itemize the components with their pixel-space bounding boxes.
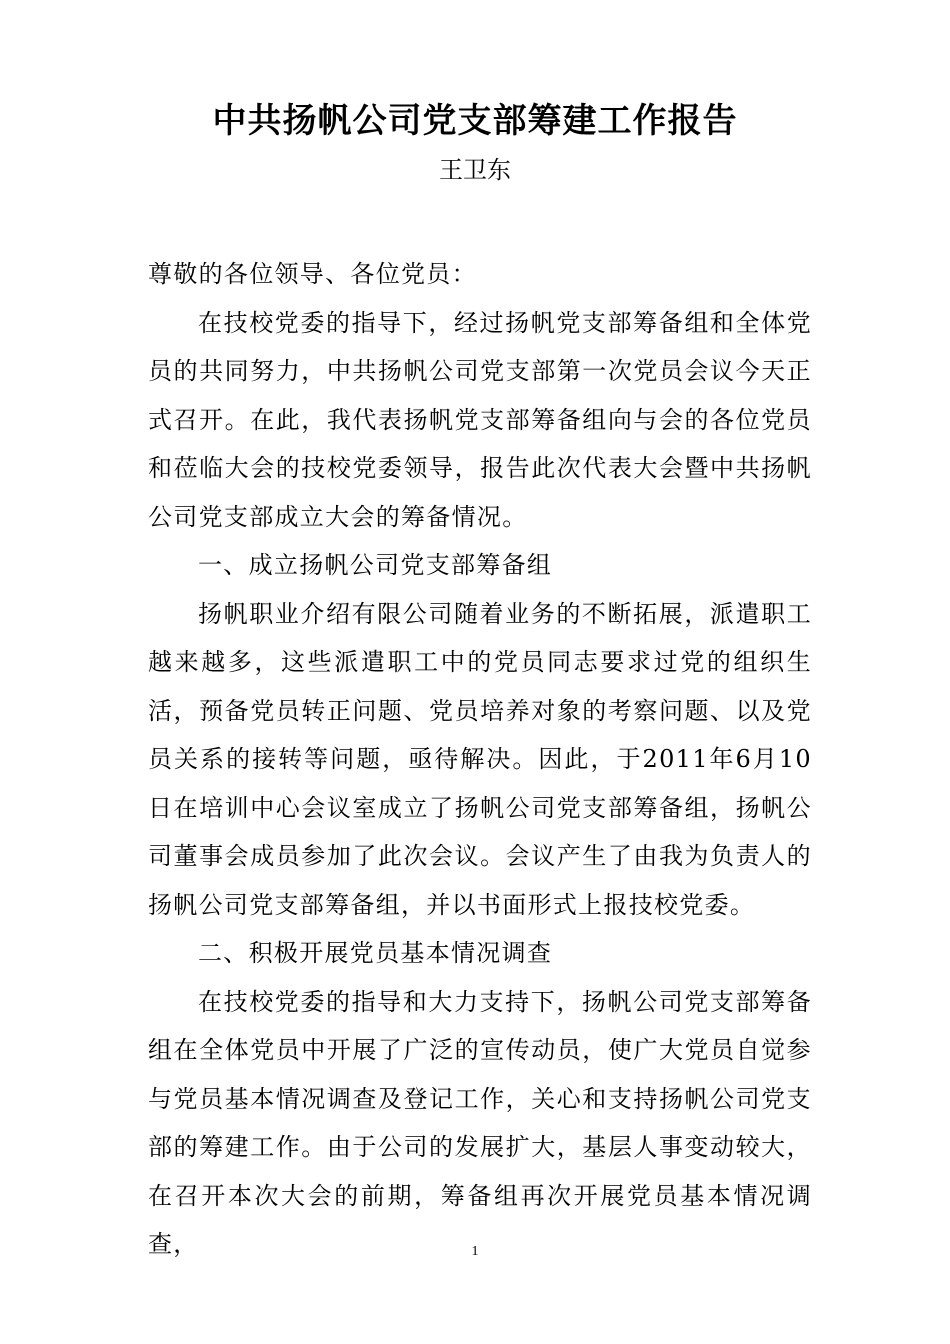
document-author: 王卫东 [439, 156, 511, 184]
document-title: 中共扬帆公司党支部筹建工作报告 [212, 101, 738, 141]
section-heading: 一、成立扬帆公司党支部筹备组 [198, 551, 553, 579]
document-body [148, 250, 812, 1269]
body-paragraph: 扬帆职业介绍有限公司随着业务的不断拓展，派遣职工越来越多，这些派遣职工中的党员同志要求过党的组织生活，预备党员转正问题、党员培养对象的考察问题、以及党员关系的接转等问题，亟待解决。因此，于2011年6月10日在培训中心会议室成立了扬帆公司党支部筹备组，扬帆公司董事会成员参加了此次会议。会议产生了由我为负责人的扬帆公司党支部筹备组，并以书面形式上报技校党委。 [148, 599, 812, 919]
body-paragraph: 在技校党委的指导和大力支持下，扬帆公司党支部筹备组在全体党员中开展了广泛的宣传动员，使广大党员自觉参与党员基本情况调查及登记工作，关心和支持扬帆公司党支部的筹建工作。由于公司的发展扩大，基层人事变动较大，在召开本次大会的前期，筹备组再次开展党员基本情况调查， [148, 987, 812, 1258]
section-heading: 二、积极开展党员基本情况调查 [198, 939, 553, 967]
body-paragraph: 在技校党委的指导下，经过扬帆党支部筹备组和全体党员的共同努力，中共扬帆公司党支部第一次党员会议今天正式召开。在此，我代表扬帆党支部筹备组向与会的各位党员和莅临大会的技校党委领导，报告此次代表大会暨中共扬帆公司党支部成立大会的筹备情况。 [148, 308, 812, 531]
page-number: 1 [471, 1244, 479, 1259]
salutation: 尊敬的各位领导、各位党员： [148, 260, 477, 288]
